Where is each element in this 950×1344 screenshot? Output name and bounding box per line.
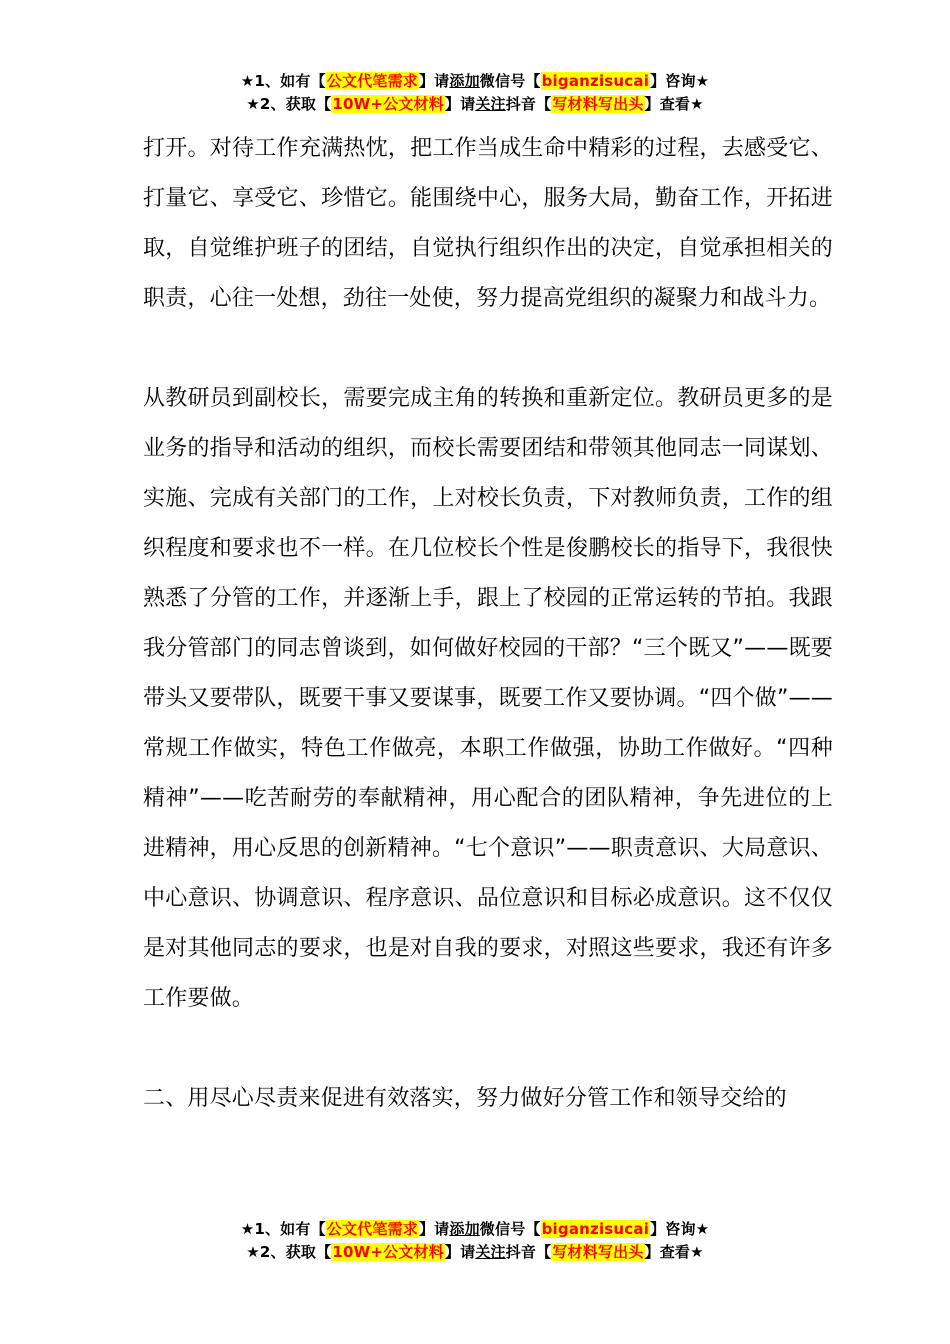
section-heading: 二、用尽心尽责来促进有效落实，努力做好分管工作和领导交给的 (143, 1086, 787, 1111)
banner-emphasis: 添加 (449, 1220, 480, 1238)
banner-line-1: ★1、如有【公文代笔需求】请添加微信号【biganzisucai】咨询★ (240, 72, 710, 90)
document-body (143, 124, 833, 1124)
banner-emphasis: 关注 (475, 95, 506, 113)
banner-line-2: ★2、获取【10W+公文材料】请关注抖音【写材料写出头】查看★ (246, 95, 704, 113)
header-banner (0, 70, 950, 116)
paragraph: 打开。对待工作充满热忱，把工作当成生命中精彩的过程，去感受它、打量它、享受它、珍惜它。能围绕中心，服务大局，勤奋工作，开拓进取，自觉维护班子的团结，自觉执行组织作出的决定，自觉承担相关的职责，心往一处想，劲往一处使，努力提高党组织的凝聚力和战斗力。 (143, 136, 833, 311)
banner-highlight: 公文代笔需求 (326, 1220, 418, 1238)
paragraph-gap (143, 324, 833, 374)
banner-line-1: ★1、如有【公文代笔需求】请添加微信号【biganzisucai】咨询★ (240, 1220, 710, 1238)
banner-highlight: 写材料写出头 (552, 1243, 644, 1261)
footer-banner (0, 1218, 950, 1264)
banner-highlight: biganzisucai (541, 1220, 650, 1238)
banner-highlight: 写材料写出头 (552, 95, 644, 113)
banner-highlight: 10W+公文材料 (332, 95, 444, 113)
banner-emphasis: 添加 (449, 72, 480, 90)
paragraph: 从教研员到副校长，需要完成主角的转换和重新定位。教研员更多的是业务的指导和活动的组织，而校长需要团结和带领其他同志一同谋划、实施、完成有关部门的工作，上对校长负责，下对教师负责，工作的组织程度和要求也不一样。在几位校长个性是俊鹏校长的指导下，我很快熟悉了分管的工作，并逐渐上手，跟上了校园的正常运转的节拍。我跟我分管部门的同志曾谈到，如何做好校园的干部？“三个既又”——既要带头又要带队，既要干事又要谋事，既要工作又要协调。“四个做”——常规工作做实，特色工作做亮，本职工作做强，协助工作做好。“四种精神”——吃苦耐劳的奉献精神，用心配合的团队精神，争先进位的上进精神，用心反思的创新精神。“七个意识”——职责意识、大局意识、中心意识、协调意识、程序意识、品位意识和目标必成意识。这不仅仅是对其他同志的要求，也是对自我的要求，对照这些要求，我还有许多工作要做。 (143, 386, 833, 1011)
banner-line-2: ★2、获取【10W+公文材料】请关注抖音【写材料写出头】查看★ (246, 1243, 704, 1261)
paragraph-gap (143, 1024, 833, 1074)
banner-highlight: 10W+公文材料 (332, 1243, 444, 1261)
banner-highlight: biganzisucai (541, 72, 650, 90)
banner-emphasis: 关注 (475, 1243, 506, 1261)
banner-highlight: 公文代笔需求 (326, 72, 418, 90)
